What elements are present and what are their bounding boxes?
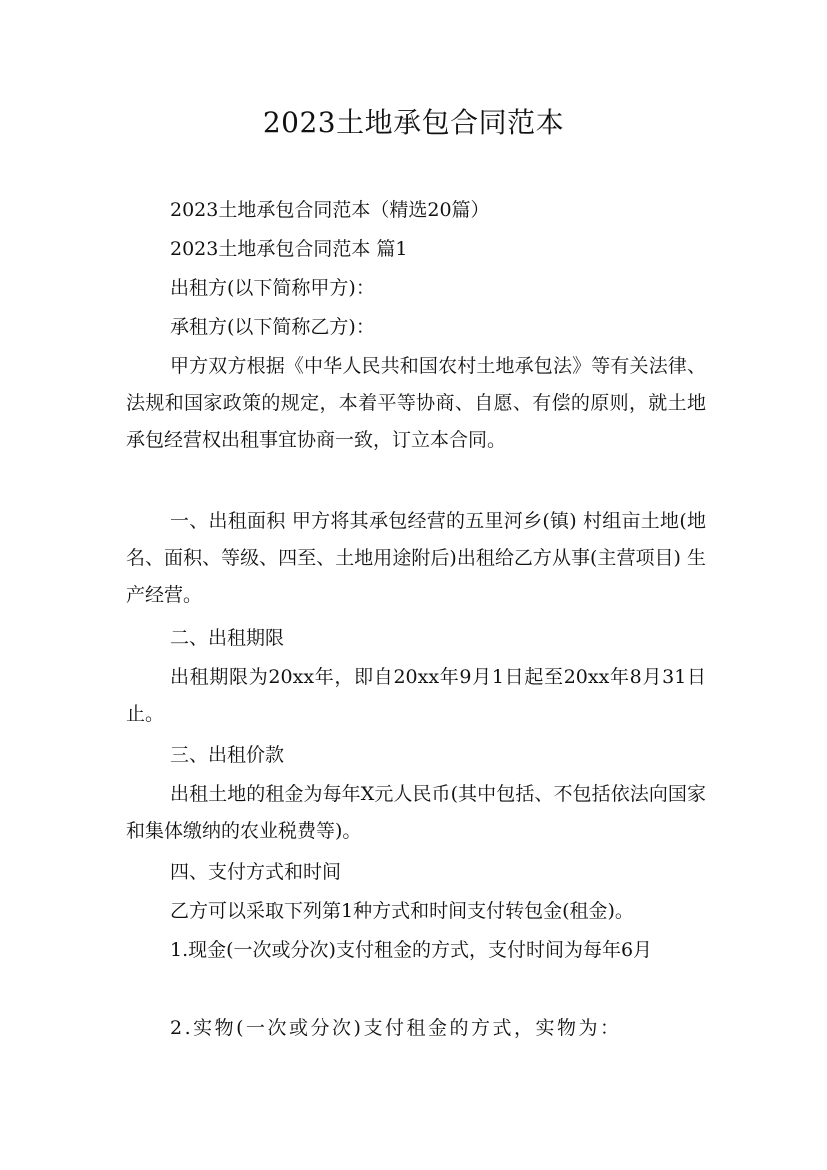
section-heading-paragraph: 2023土地承包合同范本 篇1 (170, 238, 408, 260)
lessor-line: 出租方(以下简称甲方)： (170, 277, 375, 299)
clause-price-heading: 三、出租价款 (170, 744, 285, 766)
clause-payment-paragraph: 乙方可以采取下列第1种方式和时间支付转包金(租金)。 (170, 900, 634, 922)
clause-price-paragraph: 出租土地的租金为每年X元人民币(其中包括、不包括依法向国家和集体缴纳的农业税费等)。 (126, 783, 706, 842)
clause-term-paragraph: 出租期限为20xx年，即自20xx年9月1日起至20xx年8月31日止。 (126, 666, 706, 725)
clause-term-heading: 二、出租期限 (170, 627, 285, 649)
lessee-line: 承租方(以下简称乙方)： (170, 316, 375, 338)
preamble-paragraph: 甲方双方根据《中华人民共和国农村土地承包法》等有关法律、法规和国家政策的规定，本着平等协商、自愿、有偿的原则，就土地承包经营权出租事宜协商一致，订立本合同。 (126, 355, 706, 451)
document-title: 2023土地承包合同范本 (262, 106, 565, 139)
payment-option-cash: 1.现金(一次或分次)支付租金的方式，支付时间为每年6月 (170, 939, 653, 961)
payment-option-kind: 2.实物(一次或分次)支付租金的方式，实物为： (170, 1017, 622, 1039)
subtitle-paragraph: 2023土地承包合同范本（精选20篇） (170, 199, 490, 221)
clause-area-paragraph: 一、出租面积 甲方将其承包经营的五里河乡(镇) 村组亩土地(地名、面积、等级、四至、土地用途附后)出租给乙方从事(主营项目) 生产经营。 (126, 510, 706, 606)
clause-payment-heading: 四、支付方式和时间 (170, 861, 342, 883)
